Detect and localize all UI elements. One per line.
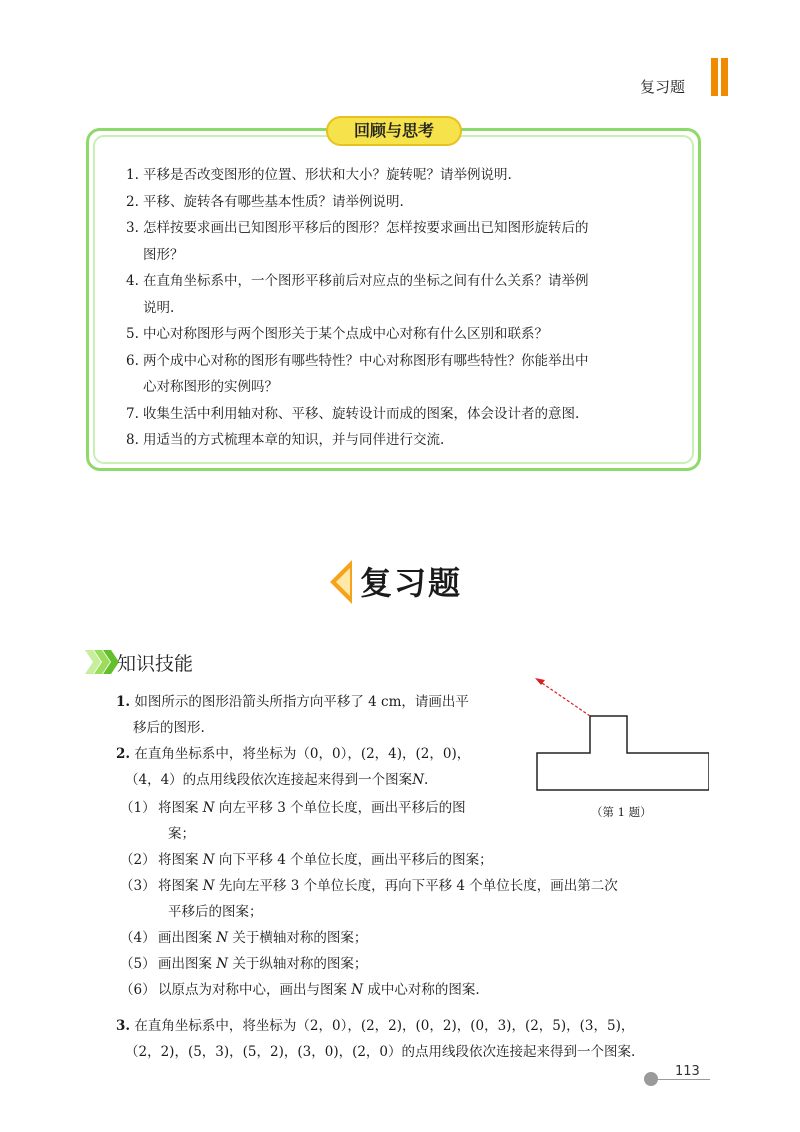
subitem-label: （5）: [120, 956, 156, 972]
chapter-label: 复习题: [640, 78, 686, 96]
subitem-text: 案；: [168, 826, 195, 842]
problem-text: 在直角坐标系中，将坐标为（2，0），(2，2)，(0，2)，(0，3)，(2，5)，(3，5)，: [134, 1018, 635, 1034]
question-text: 说明.: [143, 299, 175, 316]
subitem-label: （4）: [120, 930, 156, 946]
triple-chevron-icon: [85, 650, 119, 674]
question-text: 用适当的方式梳理本章的知识，并与同伴进行交流.: [143, 432, 445, 448]
subitem-text: 成中心对称的图案.: [363, 982, 480, 998]
subitem-text: 平移后的图案；: [168, 904, 263, 920]
pattern-symbol: N: [216, 956, 229, 972]
question-text: 平移是否改变图形的位置、形状和大小？旋转呢？请举例说明.: [143, 167, 512, 183]
pattern-symbol: N: [412, 772, 424, 788]
question-text: 平移、旋转各有哪些基本性质？请举例说明.: [143, 193, 404, 210]
subitem-text: 将图案: [158, 878, 203, 894]
pattern-symbol: N: [202, 878, 215, 894]
question-text: 图形？: [143, 246, 184, 263]
pattern-symbol: N: [202, 852, 215, 868]
problem-number: 2.: [116, 746, 131, 762]
section-title: 复习题: [360, 564, 463, 602]
arrow-line: [539, 681, 590, 716]
problem-text: 在直角坐标系中，将坐标为（0，0），(2，4)，(2，0)，: [134, 746, 471, 762]
header-accent-bar: [721, 58, 728, 96]
review-question: [126, 268, 691, 321]
footer-line: [650, 1079, 710, 1080]
review-question: [126, 189, 691, 216]
question-number: 6.: [126, 352, 139, 369]
t-shape-figure: [533, 676, 709, 794]
question-text: 两个成中心对称的图形有哪些特性？中心对称图形有哪些特性？你能举出中: [143, 352, 589, 369]
header-accent-bar: [711, 58, 718, 96]
subitem: [120, 873, 710, 925]
subitem-text: 以原点为对称中心，画出与图案: [158, 982, 352, 998]
problem-number: 3.: [116, 1018, 131, 1034]
question-number: 8.: [126, 432, 139, 448]
problem-text: （4，4）的点用线段依次连接起来得到一个图案: [125, 772, 413, 788]
review-question: [126, 162, 691, 189]
figure-caption: （第 1 题）: [591, 805, 652, 819]
chevron-inner-icon: [336, 568, 350, 596]
problem-text: 如图所示的图形沿箭头所指方向平移了 4 cm，请画出平: [134, 694, 469, 710]
pattern-symbol: N: [216, 930, 229, 946]
subitem-text: 向下平移 4 个单位长度，画出平移后的图案；: [214, 852, 493, 868]
question-number: 3.: [126, 220, 139, 236]
question-number: 5.: [126, 326, 139, 342]
problem-3: [116, 1013, 716, 1065]
subitem-label: （2）: [120, 852, 156, 868]
review-question: [126, 215, 691, 268]
question-text: 怎样按要求画出已知图形平移后的图形？怎样按要求画出已知图形旋转后的: [143, 220, 589, 236]
review-question: [126, 321, 691, 348]
problem-text: .: [424, 772, 429, 788]
subitem: [120, 951, 710, 977]
t-shape-outline: [537, 716, 709, 790]
subitem-text: 先向左平移 3 个单位长度，再向下平移 4 个单位长度，画出第二次: [214, 878, 618, 894]
subitem-text: 将图案: [158, 852, 203, 868]
question-text: 收集生活中利用轴对称、平移、旋转设计而成的图案，体会设计者的意图.: [143, 405, 580, 422]
skills-title: 知识技能: [117, 653, 194, 675]
question-text: 中心对称图形与两个图形关于某个点成中心对称有什么区别和联系？: [143, 326, 548, 342]
subitem-text: 关于纵轴对称的图案；: [228, 956, 368, 972]
page-number: 113: [675, 1064, 700, 1079]
question-text: 心对称图形的实例吗？: [143, 379, 278, 395]
pattern-symbol: N: [351, 982, 364, 998]
subitem: [120, 795, 710, 847]
footer-dot: [644, 1072, 658, 1086]
review-title: 回顾与思考: [326, 116, 462, 146]
pattern-symbol: N: [202, 800, 215, 816]
review-question: [126, 401, 691, 428]
review-question: [126, 427, 691, 454]
subitem: [120, 977, 710, 1003]
subitem-text: 关于横轴对称的图案；: [228, 930, 368, 946]
review-question-list: [126, 162, 691, 454]
subitem-label: （6）: [120, 982, 156, 998]
problem-text: 移后的图形.: [133, 720, 205, 736]
subitem: [120, 847, 710, 873]
question-number: 4.: [126, 273, 139, 289]
subitem-text: 画出图案: [158, 930, 217, 946]
problem-1: [116, 689, 526, 741]
question-number: 7.: [126, 405, 139, 422]
subitem-text: 将图案: [158, 800, 203, 816]
subitem-label: （3）: [120, 878, 156, 894]
problem-text: （2，2)，(5，3)，(5，2)，(3，0)，(2，0）的点用线段依次连接起来得到一个图案.: [125, 1044, 636, 1060]
question-text: 在直角坐标系中，一个图形平移前后对应点的坐标之间有什么关系？请举例: [143, 273, 589, 289]
subitem: [120, 925, 710, 951]
review-question: [126, 348, 691, 401]
problem-number: 1.: [116, 694, 131, 710]
subitem-text: 画出图案: [158, 956, 217, 972]
problem-2: [116, 741, 536, 793]
question-number: 2.: [126, 193, 139, 210]
question-number: 1.: [126, 167, 139, 183]
subitem-label: （1）: [120, 800, 156, 816]
subitem-text: 向左平移 3 个单位长度，画出平移后的图: [214, 800, 466, 816]
problem-2-subitems: [120, 795, 710, 1003]
